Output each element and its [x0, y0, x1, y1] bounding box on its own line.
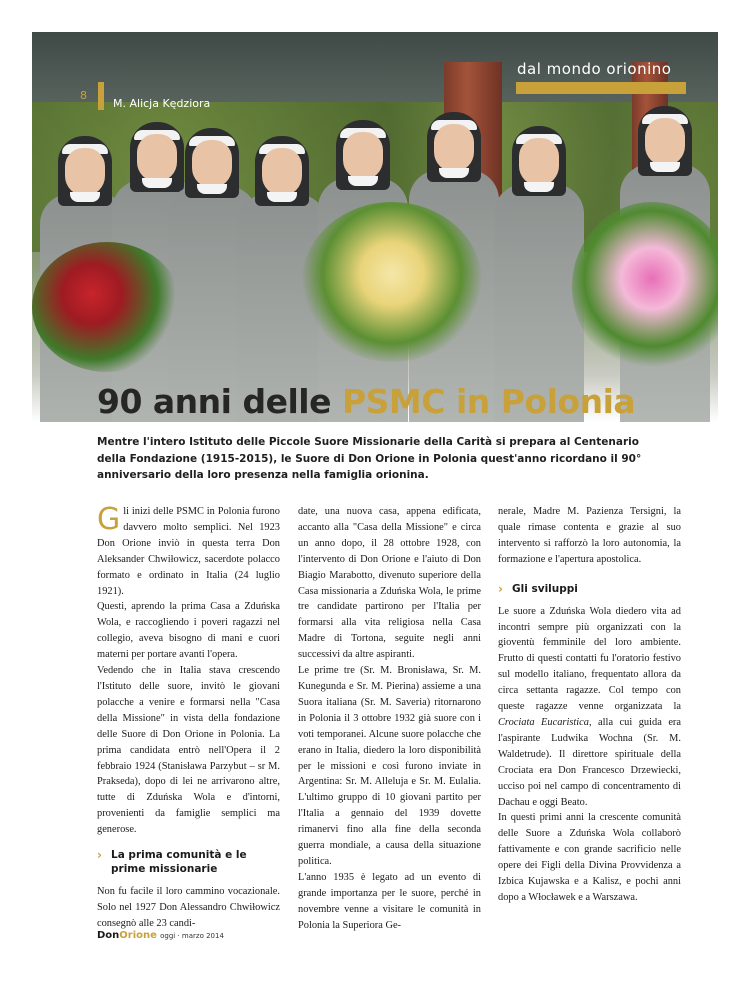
- subheading-text: Gli sviluppi: [512, 582, 578, 595]
- footer-brand-orione: Orione: [119, 930, 157, 941]
- photo-bouquet: [32, 242, 182, 372]
- paragraph: In questi primi anni la crescente comunità delle Suore a Zduńska Wola collaborò fattivamente e con grande sacrificio nelle opere dei Figli della Divina Provvidenza a Izbica Kujawska e a Kalisz, e pochi anni dopo a Włocławek e a Warszawa.: [498, 812, 681, 903]
- article-column-1: [97, 504, 280, 932]
- paragraph: Questi, aprendo la prima Casa a Zduńska Wola, e raccogliendo i poveri ragazzi nel collegio, aveva bisogno di mani e cuori materni per portare avanti l'opera.: [97, 601, 280, 661]
- paragraph-text: , alla cui guida era l'aspirante Ludwika Wochna (Sr. M. Waldetrude). Il direttore spirituale della Crociata era Don Francesco Drzewiecki, ucciso poi nel campo di concentramento di Dachau e oggi Beato.: [498, 716, 682, 808]
- footer-brand-don: Don: [97, 930, 120, 941]
- paragraph: Non fu facile il loro cammino vocazionale. Solo nel 1927 Don Alessandro Chwiłowicz consegnò alle 23 candi-: [97, 886, 280, 929]
- chevron-right-icon: ›: [97, 848, 102, 863]
- paragraph: date, una nuova casa, appena edificata, accanto alla "Casa della Missione" e circa un anno dopo, il 28 ottobre 1928, con l'intervento di Don Orione e l'aiuto di Don Biagio Marabotto, divenuto superiore della Casa missionaria a Zduńska Wola, le prime tre candidate partirono per l'Italia per formarsi alla vita religiosa nella Casa Madre di Tortona, seguite negli anni successivi da altre aspiranti.: [298, 506, 481, 661]
- footer-issue: oggi · marzo 2014: [160, 932, 224, 940]
- article-column-3: [498, 504, 681, 906]
- paragraph-text: Le suore a Zduńska Wola diedero vita ad incontri sempre più organizzati con la gioventù femminile del loro ambiente. Frutto di questi contatti fu l'oratorio festivo sul modello italiano, frequentato allora da circa settanta ragazze. Col tempo con queste ragazze venne organizzata la: [498, 605, 681, 713]
- drop-cap: G: [97, 502, 121, 537]
- article-column-2: [298, 504, 481, 933]
- photo-bouquet: [572, 202, 718, 372]
- footer-masthead: [97, 930, 224, 941]
- paragraph: L'anno 1935 è legato ad un evento di grande importanza per le suore, perché in novembre venne a visitare le comunità in Polonia la Superiora Ge-: [298, 871, 481, 931]
- subheading: [97, 848, 280, 876]
- paragraph-text: li inizi delle PSMC in Polonia furono davvero molto semplici. Nel 1923 Don Orione inviò in questa terra Don Aleksander Chwiłowicz, sacerdote polacco formato e ordinato in Italia (24 luglio 1921).: [97, 506, 280, 597]
- section-label: dal mondo orionino: [517, 60, 672, 78]
- byline-accent: [98, 82, 104, 110]
- photo-bouquet: [302, 202, 482, 362]
- title-part: 90 anni delle: [97, 382, 342, 421]
- article-title: [97, 382, 635, 421]
- paragraph: nerale, Madre M. Pazienza Tersigni, la quale rimase contenta e grazie al suo intervento si rafforzò la loro autonomia, la formazione e l'apertura apostolica.: [498, 506, 681, 565]
- author-byline: M. Alicja Kędziora: [113, 97, 211, 110]
- chevron-right-icon: ›: [498, 581, 503, 596]
- article-lead: Mentre l'intero Istituto delle Piccole Suore Missionarie della Carità si prepara al Centenario della Fondazione (1915-2015), le Suore di Don Orione in Polonia quest'anno ricordano il 90° anniversario della loro presenza nella famiglia orionina.: [97, 436, 642, 481]
- title-highlight: PSMC in Polonia: [341, 382, 636, 421]
- subheading: [498, 582, 681, 596]
- section-accent-bar: [516, 82, 686, 94]
- paragraph: [97, 504, 280, 599]
- paragraph: [498, 604, 681, 811]
- paragraph: Vedendo che in Italia stava crescendo l'Istituto delle suore, invitò le giovani polacche a venire e formarsi nella "Casa della Missione" in vista della fondazione delle Suore di Don Orione in Polonia. La prima candidata entrò nell'Opera il 2 febbraio 1924 (Stanisława Parzybut – sr M. Prakseda), dopo di lei ne arrivarono altre, tutte di Zduńska Wola e d'intorni, provenienti da famiglie semplici ma generose.: [97, 665, 280, 836]
- paragraph: Le prime tre (Sr. M. Bronisława, Sr. M. Kunegunda e Sr. M. Pierina) assieme a una Suora italiana (Sr. M. Saveria) ritornarono in Polonia il 3 ottobre 1932 già suore con i voti temporanei. Alcune suore polacche che erano in Italia, diedero la loro disponibilità per le missioni e così furono inviate in Argentina: Sr. M. Alleluja e Sr. M. Eulalia. L'ultimo gruppo di 10 giovani partito per l'Italia a gennaio del 1939 dovette rimanervi fino alla fine della seconda guerra mondiale, a causa della situazione politica.: [298, 665, 481, 867]
- page-number: 8: [80, 89, 87, 102]
- italic-term: Crociata Eucaristica: [498, 716, 589, 728]
- subheading-text: La prima comunità e le prime missionarie: [111, 849, 247, 876]
